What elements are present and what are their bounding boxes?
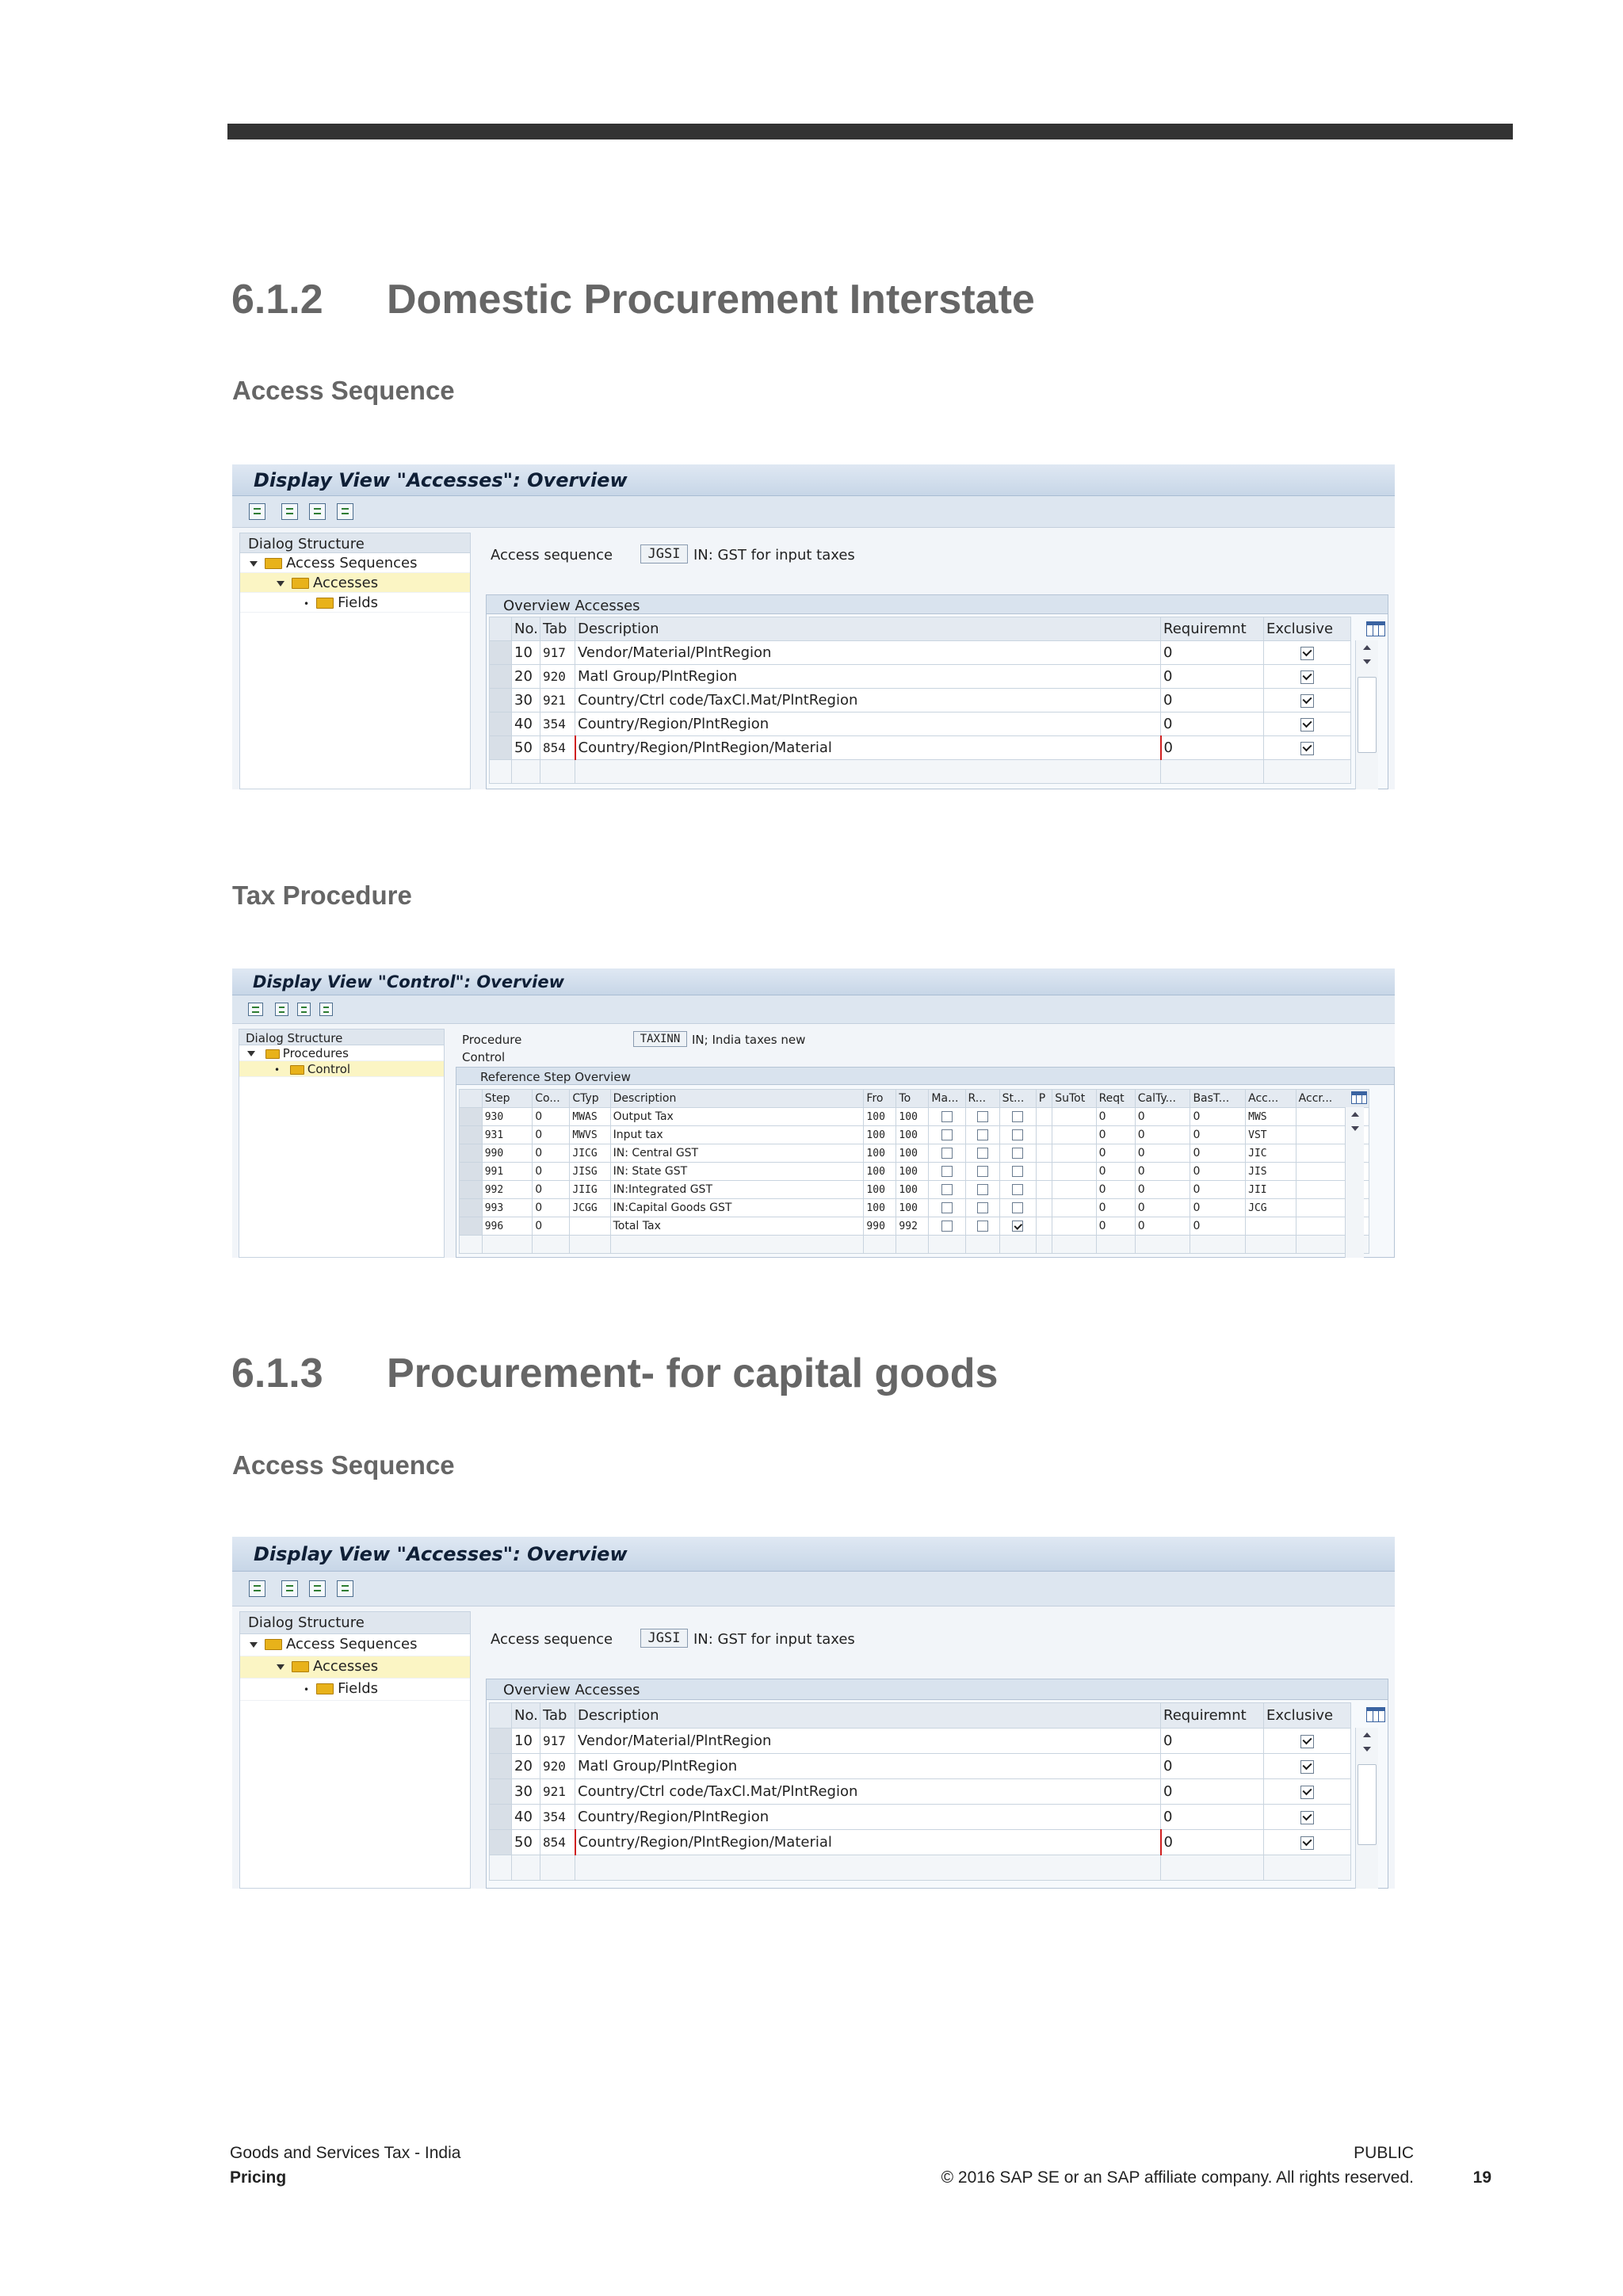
- cell-counter: 0: [533, 1217, 570, 1236]
- table-row[interactable]: [490, 689, 1351, 712]
- cell-description: Country/Ctrl code/TaxCl.Mat/PlntRegion: [575, 1779, 1161, 1805]
- exclusive-checkbox[interactable]: [1300, 1760, 1314, 1774]
- cell-step: 992: [482, 1181, 533, 1199]
- folder-open-icon: [292, 578, 309, 589]
- cell-account-key: JIC: [1246, 1144, 1296, 1163]
- cell-tab: 917: [540, 641, 575, 665]
- cell-from: 100: [864, 1108, 896, 1126]
- cell-counter: 0: [533, 1108, 570, 1126]
- cell-from: 100: [864, 1144, 896, 1163]
- control-label: Control: [462, 1050, 506, 1064]
- cell-ctyp: [570, 1217, 610, 1236]
- tree-item-control[interactable]: • Control: [239, 1061, 444, 1077]
- cell-description: Vendor/Material/PlntRegion: [575, 641, 1161, 665]
- cell-no: 30: [512, 689, 540, 712]
- cell-to: 100: [896, 1144, 929, 1163]
- steps-table: [459, 1089, 1369, 1254]
- cell-no: 50: [512, 736, 540, 760]
- cell-to: 100: [896, 1108, 929, 1126]
- row-selector[interactable]: [460, 1199, 483, 1217]
- cell-description: Matl Group/PlntRegion: [575, 1754, 1161, 1779]
- column-header[interactable]: CalTy...: [1135, 1090, 1190, 1108]
- cell-from: 100: [864, 1163, 896, 1181]
- cell-calty: 0: [1135, 1199, 1190, 1217]
- cell-calty: 0: [1135, 1217, 1190, 1236]
- cell-description: IN: State GST: [610, 1163, 864, 1181]
- row-selector[interactable]: [490, 1779, 512, 1805]
- cell-tab: 354: [540, 1805, 575, 1830]
- cell-description: Country/Region/PlntRegion/Material: [575, 736, 1161, 760]
- window-title: Display View "Control": Overview: [232, 968, 1395, 995]
- cell-requirement: 0: [1161, 1754, 1264, 1779]
- folder-icon: [265, 1049, 280, 1059]
- cell-reqt: 0: [1096, 1217, 1135, 1236]
- cell-counter: 0: [533, 1126, 570, 1144]
- cell-to: 100: [896, 1181, 929, 1199]
- cell-no: 50: [512, 1830, 540, 1855]
- column-header[interactable]: Reqt: [1096, 1090, 1135, 1108]
- cell-step: 931: [482, 1126, 533, 1144]
- exclusive-checkbox[interactable]: [1300, 647, 1314, 660]
- select-block-icon[interactable]: [297, 1003, 311, 1016]
- row-selector[interactable]: [490, 641, 512, 665]
- manual-checkbox[interactable]: [941, 1129, 953, 1140]
- cell-step: 990: [482, 1144, 533, 1163]
- statistical-checkbox[interactable]: [1012, 1148, 1023, 1159]
- exclusive-checkbox[interactable]: [1300, 1836, 1314, 1850]
- deselect-all-icon[interactable]: [319, 1003, 333, 1016]
- scroll-down-icon[interactable]: [1363, 1747, 1371, 1752]
- cell-bast: 0: [1190, 1108, 1246, 1126]
- cell-tab: 854: [540, 736, 575, 760]
- row-selector[interactable]: [490, 1729, 512, 1754]
- folder-icon: [265, 1639, 282, 1650]
- cell-ctyp: JIIG: [570, 1181, 610, 1199]
- row-selector[interactable]: [460, 1163, 483, 1181]
- cell-reqt: 0: [1096, 1108, 1135, 1126]
- cell-no: 30: [512, 1779, 540, 1805]
- header-rule: [227, 124, 1513, 139]
- window-title: Display View "Accesses": Overview: [232, 1537, 1395, 1572]
- dialog-structure-panel: [239, 1029, 445, 1258]
- tree-item-fields[interactable]: • Fields: [240, 593, 470, 613]
- cell-requirement: 0: [1161, 641, 1264, 665]
- exclusive-checkbox[interactable]: [1300, 718, 1314, 732]
- table-row[interactable]: [460, 1126, 1369, 1144]
- scroll-thumb[interactable]: [1358, 1764, 1377, 1845]
- cell-tab: 920: [540, 665, 575, 689]
- cell-tab: 921: [540, 689, 575, 712]
- expand-icon[interactable]: [250, 561, 258, 567]
- column-header[interactable]: Fro: [864, 1090, 896, 1108]
- table-row[interactable]: [460, 1144, 1369, 1163]
- table-row[interactable]: [490, 1729, 1351, 1754]
- vertical-scrollbar[interactable]: [1355, 640, 1378, 789]
- row-selector[interactable]: [460, 1108, 483, 1126]
- cell-step: 993: [482, 1199, 533, 1217]
- access-sequence-field[interactable]: JGSI: [640, 1629, 688, 1648]
- cell-from: 100: [864, 1199, 896, 1217]
- required-checkbox[interactable]: [977, 1184, 988, 1195]
- cell-counter: 0: [533, 1199, 570, 1217]
- statistical-checkbox[interactable]: [1012, 1184, 1023, 1195]
- column-header[interactable]: Ma...: [929, 1090, 965, 1108]
- cell-requirement: 0: [1161, 736, 1264, 760]
- required-checkbox[interactable]: [977, 1166, 988, 1177]
- table-row[interactable]: [490, 736, 1351, 760]
- section-heading-6-1-2: 6.1.2 Domestic Procurement Interstate: [231, 277, 1035, 323]
- statistical-checkbox[interactable]: [1012, 1111, 1023, 1122]
- cell-no: 10: [512, 641, 540, 665]
- cell-ctyp: MWVS: [570, 1126, 610, 1144]
- column-header[interactable]: P: [1036, 1090, 1052, 1108]
- cell-requirement: 0: [1161, 712, 1264, 736]
- cell-to: 992: [896, 1217, 929, 1236]
- cell-requirement: 0: [1161, 689, 1264, 712]
- scroll-down-icon[interactable]: [1351, 1126, 1359, 1131]
- toolbar: [232, 496, 1395, 528]
- table-row[interactable]: [490, 1805, 1351, 1830]
- scroll-down-icon[interactable]: [1363, 659, 1371, 664]
- cell-tab: 354: [540, 712, 575, 736]
- cell-step: 991: [482, 1163, 533, 1181]
- cell-requirement: 0: [1161, 665, 1264, 689]
- screenshot-accesses-1: [232, 464, 1395, 789]
- group-title: Overview Accesses: [487, 1679, 1388, 1700]
- required-checkbox[interactable]: [977, 1111, 988, 1122]
- cell-reqt: 0: [1096, 1126, 1135, 1144]
- table-settings-icon[interactable]: [1366, 621, 1385, 636]
- statistical-checkbox[interactable]: [1012, 1166, 1023, 1177]
- column-header[interactable]: Co...: [533, 1090, 570, 1108]
- expand-icon[interactable]: [277, 1664, 285, 1670]
- page-number: 19: [1472, 2168, 1491, 2187]
- column-header[interactable]: SuTot: [1052, 1090, 1096, 1108]
- column-header[interactable]: Exclusive: [1264, 1703, 1351, 1729]
- subheading-tax-procedure: Tax Procedure: [232, 881, 412, 910]
- folder-icon: [265, 558, 282, 569]
- cell-to: 100: [896, 1199, 929, 1217]
- access-sequence-description: IN: GST for input taxes: [693, 1631, 855, 1648]
- section-heading-6-1-3: 6.1.3 Procurement- for capital goods: [231, 1350, 999, 1396]
- row-selector[interactable]: [490, 689, 512, 712]
- cell-calty: 0: [1135, 1126, 1190, 1144]
- access-sequence-description: IN: GST for input taxes: [693, 547, 855, 563]
- column-header[interactable]: CTyp: [570, 1090, 610, 1108]
- footer-doc-title: Goods and Services Tax - India: [230, 2144, 461, 2162]
- cell-account-key: VST: [1246, 1126, 1296, 1144]
- cell-description: Country/Ctrl code/TaxCl.Mat/PlntRegion: [575, 689, 1161, 712]
- table-row[interactable]: [490, 1779, 1351, 1805]
- statistical-checkbox[interactable]: [1012, 1202, 1023, 1213]
- cell-account-key: JII: [1246, 1181, 1296, 1199]
- table-row[interactable]: [460, 1163, 1369, 1181]
- required-checkbox[interactable]: [977, 1221, 988, 1232]
- cell-ctyp: JCGG: [570, 1199, 610, 1217]
- footer-classification: PUBLIC: [1354, 2144, 1414, 2162]
- row-selector[interactable]: [490, 1754, 512, 1779]
- cell-bast: 0: [1190, 1199, 1246, 1217]
- folder-open-icon: [290, 1065, 304, 1075]
- cell-no: 20: [512, 1754, 540, 1779]
- column-header[interactable]: Description: [575, 617, 1161, 641]
- cell-from: 100: [864, 1126, 896, 1144]
- manual-checkbox[interactable]: [941, 1221, 953, 1232]
- table-row[interactable]: [490, 1830, 1351, 1855]
- cell-requirement: 0: [1161, 1779, 1264, 1805]
- table-row[interactable]: [460, 1236, 1369, 1254]
- table-row[interactable]: [490, 1754, 1351, 1779]
- cell-description: Country/Region/PlntRegion/Material: [575, 1830, 1161, 1855]
- tree-item-fields[interactable]: • Fields: [240, 1679, 470, 1701]
- column-header[interactable]: Requiremnt: [1161, 617, 1264, 641]
- cell-reqt: 0: [1096, 1181, 1135, 1199]
- access-sequence-label: Access sequence: [491, 1631, 613, 1648]
- select-all-icon[interactable]: [281, 1580, 298, 1597]
- row-selector[interactable]: [460, 1144, 483, 1163]
- exclusive-checkbox[interactable]: [1300, 742, 1314, 755]
- table-row[interactable]: [490, 760, 1351, 784]
- dialog-structure-panel: [239, 1611, 471, 1889]
- cell-from: 990: [864, 1217, 896, 1236]
- expand-icon[interactable]: [250, 1642, 258, 1648]
- tree-item-accesses[interactable]: Accesses: [240, 1656, 470, 1679]
- column-header[interactable]: Tab: [540, 1703, 575, 1729]
- toolbar: [232, 1572, 1395, 1606]
- cell-tab: 854: [540, 1830, 575, 1855]
- column-header[interactable]: Acc...: [1246, 1090, 1296, 1108]
- cell-step: 996: [482, 1217, 533, 1236]
- table-settings-icon[interactable]: [1351, 1091, 1367, 1104]
- cell-description: Matl Group/PlntRegion: [575, 665, 1161, 689]
- deselect-all-icon[interactable]: [337, 1580, 353, 1597]
- folder-open-icon: [292, 1661, 309, 1672]
- dialog-structure-heading: Dialog Structure: [239, 1030, 444, 1045]
- cell-description: IN:Capital Goods GST: [610, 1199, 864, 1217]
- cell-description: Vendor/Material/PlntRegion: [575, 1729, 1161, 1754]
- subheading-access-sequence-2: Access Sequence: [232, 1450, 455, 1480]
- row-selector[interactable]: [460, 1181, 483, 1199]
- column-header[interactable]: To: [896, 1090, 929, 1108]
- column-header[interactable]: Step: [482, 1090, 533, 1108]
- table-row[interactable]: [460, 1108, 1369, 1126]
- cell-bast: 0: [1190, 1181, 1246, 1199]
- cell-step: 930: [482, 1108, 533, 1126]
- column-header[interactable]: St...: [999, 1090, 1036, 1108]
- cell-no: 40: [512, 712, 540, 736]
- column-header[interactable]: Tab: [540, 617, 575, 641]
- scroll-thumb[interactable]: [1358, 677, 1377, 753]
- row-selector[interactable]: [460, 1217, 483, 1236]
- cell-description: Input tax: [610, 1126, 864, 1144]
- tree-item-access-sequences[interactable]: Access Sequences: [240, 1634, 470, 1656]
- scroll-up-icon[interactable]: [1351, 1112, 1359, 1117]
- scroll-up-icon[interactable]: [1363, 1733, 1371, 1737]
- table-row[interactable]: [460, 1217, 1369, 1236]
- table-row[interactable]: [460, 1199, 1369, 1217]
- procedure-field[interactable]: TAXINN: [633, 1031, 687, 1047]
- statistical-checkbox[interactable]: [1012, 1129, 1023, 1140]
- cell-from: 100: [864, 1181, 896, 1199]
- change-display-icon[interactable]: [249, 503, 265, 520]
- table-row[interactable]: [490, 1855, 1351, 1881]
- cell-account-key: JCG: [1246, 1199, 1296, 1217]
- cell-bast: 0: [1190, 1217, 1246, 1236]
- cell-to: 100: [896, 1126, 929, 1144]
- procedure-label: Procedure: [462, 1033, 522, 1047]
- manual-checkbox[interactable]: [941, 1166, 953, 1177]
- dialog-structure-heading: Dialog Structure: [240, 533, 470, 553]
- cell-calty: 0: [1135, 1163, 1190, 1181]
- cell-ctyp: JISG: [570, 1163, 610, 1181]
- toolbar: [232, 995, 1395, 1024]
- footer-copyright: © 2016 SAP SE or an SAP affiliate company. All rights reserved.: [941, 2168, 1414, 2187]
- select-all-icon[interactable]: [281, 503, 298, 520]
- column-header[interactable]: Requiremnt: [1161, 1703, 1264, 1729]
- change-display-icon[interactable]: [248, 1003, 263, 1016]
- column-header[interactable]: Exclusive: [1264, 617, 1351, 641]
- cell-description: Total Tax: [610, 1217, 864, 1236]
- column-header[interactable]: Description: [575, 1703, 1161, 1729]
- required-checkbox[interactable]: [977, 1202, 988, 1213]
- select-all-icon[interactable]: [275, 1003, 288, 1016]
- accesses-table: [489, 1702, 1351, 1881]
- cell-ctyp: MWAS: [570, 1108, 610, 1126]
- cell-reqt: 0: [1096, 1199, 1135, 1217]
- cell-requirement: 0: [1161, 1805, 1264, 1830]
- procedure-description: IN; India taxes new: [692, 1033, 806, 1047]
- cell-counter: 0: [533, 1144, 570, 1163]
- table-row[interactable]: [490, 665, 1351, 689]
- row-selector-header[interactable]: [460, 1090, 483, 1108]
- statistical-checkbox[interactable]: [1012, 1221, 1023, 1232]
- column-header[interactable]: Description: [610, 1090, 864, 1108]
- group-title: Overview Accesses: [487, 595, 1388, 614]
- column-header[interactable]: R...: [965, 1090, 999, 1108]
- table-row[interactable]: [460, 1181, 1369, 1199]
- select-block-icon[interactable]: [309, 1580, 326, 1597]
- vertical-scrollbar[interactable]: [1345, 1107, 1364, 1258]
- row-selector[interactable]: [490, 1805, 512, 1830]
- table-row[interactable]: [490, 712, 1351, 736]
- cell-description: Country/Region/PlntRegion: [575, 712, 1161, 736]
- exclusive-checkbox[interactable]: [1300, 1786, 1314, 1799]
- cell-no: 20: [512, 665, 540, 689]
- cell-counter: 0: [533, 1163, 570, 1181]
- deselect-all-icon[interactable]: [337, 503, 353, 520]
- row-selector[interactable]: [460, 1126, 483, 1144]
- subheading-access-sequence-1: Access Sequence: [232, 376, 455, 405]
- cell-calty: 0: [1135, 1181, 1190, 1199]
- window-title: Display View "Accesses": Overview: [232, 464, 1395, 496]
- exclusive-checkbox[interactable]: [1300, 670, 1314, 684]
- cell-description: IN: Central GST: [610, 1144, 864, 1163]
- column-header[interactable]: No.: [512, 1703, 540, 1729]
- exclusive-checkbox[interactable]: [1300, 1811, 1314, 1824]
- exclusive-checkbox[interactable]: [1300, 694, 1314, 708]
- cell-tab: 917: [540, 1729, 575, 1754]
- cell-no: 40: [512, 1805, 540, 1830]
- cell-bast: 0: [1190, 1163, 1246, 1181]
- cell-bast: 0: [1190, 1126, 1246, 1144]
- manual-checkbox[interactable]: [941, 1111, 953, 1122]
- tree-item-procedures[interactable]: Procedures: [239, 1045, 444, 1061]
- required-checkbox[interactable]: [977, 1148, 988, 1159]
- row-selector[interactable]: [490, 1830, 512, 1855]
- cell-requirement: 0: [1161, 1830, 1264, 1855]
- cell-to: 100: [896, 1163, 929, 1181]
- tree-item-access-sequences[interactable]: Access Sequences: [240, 553, 470, 573]
- screenshot-accesses-2: [232, 1537, 1395, 1889]
- cell-reqt: 0: [1096, 1163, 1135, 1181]
- manual-checkbox[interactable]: [941, 1202, 953, 1213]
- row-selector-header[interactable]: [490, 1703, 512, 1729]
- table-settings-icon[interactable]: [1366, 1707, 1385, 1722]
- cell-account-key: MWS: [1246, 1108, 1296, 1126]
- change-display-icon[interactable]: [249, 1580, 265, 1597]
- expand-icon[interactable]: [247, 1051, 255, 1056]
- manual-checkbox[interactable]: [941, 1184, 953, 1195]
- cell-requirement: 0: [1161, 1729, 1264, 1754]
- cell-ctyp: JICG: [570, 1144, 610, 1163]
- column-header[interactable]: Accr...: [1296, 1090, 1369, 1108]
- table-row[interactable]: [490, 641, 1351, 665]
- row-selector-header[interactable]: [490, 617, 512, 641]
- cell-account-key: [1246, 1217, 1296, 1236]
- select-block-icon[interactable]: [309, 503, 326, 520]
- access-sequence-label: Access sequence: [491, 547, 613, 563]
- cell-reqt: 0: [1096, 1144, 1135, 1163]
- exclusive-checkbox[interactable]: [1300, 1735, 1314, 1748]
- dialog-structure-heading: Dialog Structure: [240, 1612, 470, 1634]
- row-selector[interactable]: [490, 665, 512, 689]
- accesses-table: [489, 617, 1351, 784]
- manual-checkbox[interactable]: [941, 1148, 953, 1159]
- column-header[interactable]: No.: [512, 617, 540, 641]
- cell-description: Country/Region/PlntRegion: [575, 1805, 1161, 1830]
- group-title: Reference Step Overview: [456, 1068, 1394, 1085]
- scroll-up-icon[interactable]: [1363, 645, 1371, 650]
- tree-item-accesses[interactable]: Accesses: [240, 573, 470, 593]
- cell-account-key: JIS: [1246, 1163, 1296, 1181]
- column-header[interactable]: BasT...: [1190, 1090, 1246, 1108]
- cell-bast: 0: [1190, 1144, 1246, 1163]
- cell-description: IN:Integrated GST: [610, 1181, 864, 1199]
- access-sequence-field[interactable]: JGSI: [640, 544, 688, 563]
- cell-tab: 921: [540, 1779, 575, 1805]
- cell-tab: 920: [540, 1754, 575, 1779]
- dialog-structure-panel: [239, 533, 471, 789]
- folder-icon: [316, 1683, 334, 1694]
- cell-description: Output Tax: [610, 1108, 864, 1126]
- row-selector[interactable]: [490, 712, 512, 736]
- vertical-scrollbar[interactable]: [1355, 1728, 1378, 1889]
- row-selector[interactable]: [490, 736, 512, 760]
- cell-counter: 0: [533, 1181, 570, 1199]
- cell-calty: 0: [1135, 1144, 1190, 1163]
- cell-no: 10: [512, 1729, 540, 1754]
- screenshot-control: [232, 968, 1395, 1258]
- cell-calty: 0: [1135, 1108, 1190, 1126]
- folder-icon: [316, 598, 334, 609]
- expand-icon[interactable]: [277, 581, 285, 586]
- required-checkbox[interactable]: [977, 1129, 988, 1140]
- footer-chapter: Pricing: [230, 2168, 287, 2187]
